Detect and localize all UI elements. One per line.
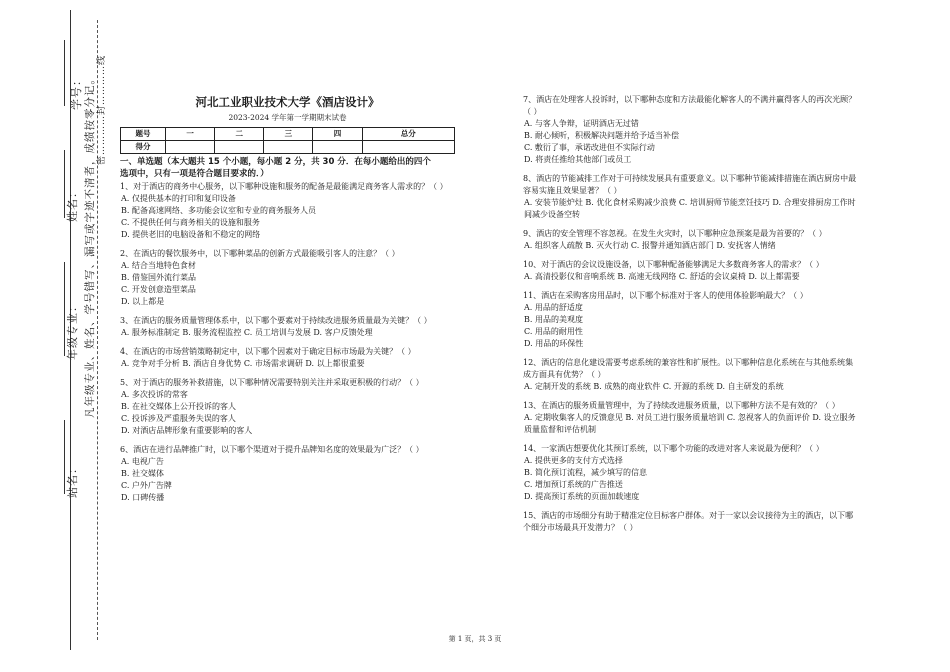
question-text: 11、酒店在采购客房用品时，以下哪个标准对于客人的使用体验影响最大？（ ） xyxy=(523,291,808,300)
question-item xyxy=(523,173,858,221)
question-text: 10、对于酒店的会议设施设备，以下哪种配备能够满足大多数商务客人的需求？（ ） xyxy=(523,260,824,269)
answer-option[interactable]: D. 对酒店品牌形象有重要影响的客人 xyxy=(121,426,253,435)
exam-subtitle: 2023-2024 学年第一学期期末试卷 xyxy=(228,113,347,122)
answer-option[interactable]: C. 户外广告牌 xyxy=(121,481,172,490)
section-heading-line: 一、单选题（本大题共 15 个小题，每小题 2 分，共 30 分．在每小题给出的四个 xyxy=(120,157,431,167)
page-footer: 第 1 页，共 3 页 xyxy=(448,635,502,643)
answer-option[interactable]: C. 投诉涉及严重服务失误的客人 xyxy=(121,414,236,423)
score-table-score-row xyxy=(121,141,455,154)
answer-option[interactable]: B. 在社交媒体上公开投诉的客人 xyxy=(121,402,236,411)
answer-option[interactable]: A. 定制开发的系统 B. 成熟的商业软件 C. 开源的系统 D. 自主研发的系统 xyxy=(524,382,784,391)
question-item xyxy=(523,259,858,283)
score-cell: 一 xyxy=(166,128,215,141)
question-text: 8、酒店的节能减排工作对于可持续发展具有重要意义。以下哪种节能减排措施在酒店厨房中最容易实施且效果显著？（ ） xyxy=(523,174,857,195)
question-list-right xyxy=(523,94,858,534)
score-input[interactable] xyxy=(313,141,362,154)
question-item xyxy=(120,346,455,370)
question-text: 14、一家酒店想要优化其预订系统，以下哪个功能的改进对客人来说最为便利？（ ） xyxy=(523,444,824,453)
question-text: 2、在酒店的餐饮服务中，以下哪种菜品的创新方式最能吸引客人的注意？（ ） xyxy=(120,249,400,258)
question-text: 1、对于酒店的商务中心服务，以下哪种设施和服务的配备是最能满足商务客人需求的？（ ） xyxy=(120,182,448,191)
question-text: 3、在酒店的服务质量管理体系中，以下哪个要素对于持续改进服务质量最为关键？（ ） xyxy=(120,316,432,325)
question-text: 13、在酒店的服务质量管理中，为了持续改进服务质量，以下哪种方法不是有效的？（ ） xyxy=(523,401,840,410)
answer-option[interactable]: A. 用品的舒适度 xyxy=(524,303,583,312)
score-table-header-row xyxy=(121,128,455,141)
right-column xyxy=(523,94,858,541)
binding-warning: 凡年级专业、姓名、学号错写、漏写或字迹不清者，成绩按零分记。 xyxy=(84,73,96,418)
answer-option[interactable]: B. 借鉴国外流行菜品 xyxy=(121,273,196,282)
answer-option[interactable]: D. 提高预订系统的页面加载速度 xyxy=(524,492,640,501)
question-text: 15、酒店的市场细分有助于精准定位目标客户群体。对于一家以会议接待为主的酒店，以下哪个细分市场最具开发潜力？（ ） xyxy=(523,511,854,532)
question-item xyxy=(523,290,858,350)
question-text: 5、对于酒店的服务补救措施，以下哪种情况需要特别关注并采取更积极的行动？（ ） xyxy=(120,378,424,387)
answer-option[interactable]: C. 增加预订系统的广告推送 xyxy=(524,480,623,489)
question-item xyxy=(120,444,455,504)
answer-option[interactable]: A. 组织客人疏散 B. 灭火行动 C. 报警并通知酒店部门 D. 安抚客人情绪 xyxy=(524,241,776,250)
answer-option[interactable]: C. 用品的耐用性 xyxy=(524,327,583,336)
answer-option[interactable]: A. 与客人争辩，证明酒店无过错 xyxy=(524,119,639,128)
score-input[interactable] xyxy=(166,141,215,154)
answer-option[interactable]: B. 配备高速网络、多功能会议室和专业的商务服务人员 xyxy=(121,206,316,215)
score-cell: 总分 xyxy=(362,128,455,141)
answer-option[interactable]: C. 开发创意造型菜品 xyxy=(121,285,196,294)
question-item xyxy=(523,443,858,503)
score-cell: 四 xyxy=(313,128,362,141)
question-item xyxy=(120,181,455,241)
answer-option[interactable]: B. 耐心倾听，积极解决问题并给予适当补偿 xyxy=(524,131,679,140)
question-text: 6、酒店在进行品牌推广时，以下哪个渠道对于提升品牌知名度的效果最为广泛？（ ） xyxy=(120,445,424,454)
answer-option[interactable]: B. 用品的美观度 xyxy=(524,315,583,324)
answer-option[interactable]: A. 服务标准制定 B. 服务流程监控 C. 员工培训与发展 D. 客户反馈处理 xyxy=(121,328,373,337)
question-text: 4、在酒店的市场营销策略制定中，以下哪个因素对于确定目标市场最为关键？（ ） xyxy=(120,347,416,356)
class-label: 年级专业： xyxy=(66,300,79,360)
answer-option[interactable]: B. 社交媒体 xyxy=(121,469,164,478)
name-field[interactable] xyxy=(64,150,65,218)
exam-title: 河北工业职业技术大学《酒店设计》 xyxy=(195,95,380,109)
question-list-left xyxy=(120,181,455,504)
question-item xyxy=(523,357,858,393)
answer-option[interactable]: A. 定期收集客人的反馈意见 B. 对员工进行服务质量培训 C. 忽视客人的负面评价 D. 设立服务质量监督和评估机制 xyxy=(524,413,856,434)
question-item xyxy=(523,400,858,436)
student-id-label: 学号： xyxy=(70,74,83,110)
question-item xyxy=(523,510,858,534)
score-input[interactable] xyxy=(362,141,455,154)
answer-option[interactable]: A. 竞争对手分析 B. 酒店自身优势 C. 市场需求调研 D. 以上都很重要 xyxy=(121,359,365,368)
section-heading xyxy=(120,156,455,180)
seat-field[interactable] xyxy=(64,420,65,494)
answer-option[interactable]: C. 敷衍了事，承诺改进但不实际行动 xyxy=(524,143,655,152)
answer-option[interactable]: A. 安装节能炉灶 B. 优化食材采购减少浪费 C. 培训厨师节能烹饪技巧 D. 合理安排厨房工作时间减少设备空转 xyxy=(524,198,856,219)
score-table xyxy=(120,127,455,154)
question-item xyxy=(120,377,455,437)
question-item xyxy=(523,228,858,252)
answer-option[interactable]: C. 不提供任何与商务相关的设施和服务 xyxy=(121,218,260,227)
left-column xyxy=(120,96,455,511)
section-heading-line: 选项中，只有一项是符合题目要求的．） xyxy=(120,169,269,179)
score-cell: 二 xyxy=(215,128,264,141)
answer-option[interactable]: A. 电视广告 xyxy=(121,457,164,466)
student-id-field[interactable] xyxy=(64,40,65,106)
score-cell: 得分 xyxy=(121,141,166,154)
score-cell: 题号 xyxy=(121,128,166,141)
name-label: 姓名： xyxy=(66,186,79,222)
question-item xyxy=(120,315,455,339)
answer-option[interactable]: A. 多次投诉的常客 xyxy=(121,390,188,399)
answer-option[interactable]: D. 以上都是 xyxy=(121,297,165,306)
question-item xyxy=(523,94,858,166)
answer-option[interactable]: B. 简化预订流程，减少填写的信息 xyxy=(524,468,647,477)
class-field[interactable] xyxy=(64,262,65,356)
answer-option[interactable]: D. 将责任推给其他部门或员工 xyxy=(524,155,632,164)
question-text: 9、酒店的安全管理不容忽视。在发生火灾时，以下哪种应急预案是最为首要的？（ ） xyxy=(523,229,827,238)
question-text: 7、酒店在处理客人投诉时，以下哪种态度和方法最能化解客人的不满并赢得客人的再次光顾？（ ） xyxy=(523,95,857,116)
answer-option[interactable]: D. 提供老旧的电脑设备和不稳定的网络 xyxy=(121,230,261,239)
question-text: 12、酒店的信息化建设需要考虑系统的兼容性和扩展性。以下哪种信息化系统在与其他系统集成方面具有优势？（ ） xyxy=(523,358,854,379)
question-item xyxy=(120,248,455,308)
answer-option[interactable]: A. 仅提供基本的打印和复印设备 xyxy=(121,194,236,203)
answer-option[interactable]: A. 提供更多的支付方式选择 xyxy=(524,456,623,465)
score-input[interactable] xyxy=(264,141,313,154)
seal-line-label: 密…………封…………线 xyxy=(97,54,107,165)
score-input[interactable] xyxy=(215,141,264,154)
answer-option[interactable]: A. 结合当地特色食材 xyxy=(121,261,196,270)
seat-label: 站名： xyxy=(66,462,79,498)
answer-option[interactable]: D. 用品的环保性 xyxy=(524,339,584,348)
answer-option[interactable]: D. 口碑传播 xyxy=(121,493,165,502)
score-cell: 三 xyxy=(264,128,313,141)
answer-option[interactable]: A. 高清投影仪和音响系统 B. 高速无线网络 C. 舒适的会议桌椅 D. 以上都需要 xyxy=(524,272,800,281)
